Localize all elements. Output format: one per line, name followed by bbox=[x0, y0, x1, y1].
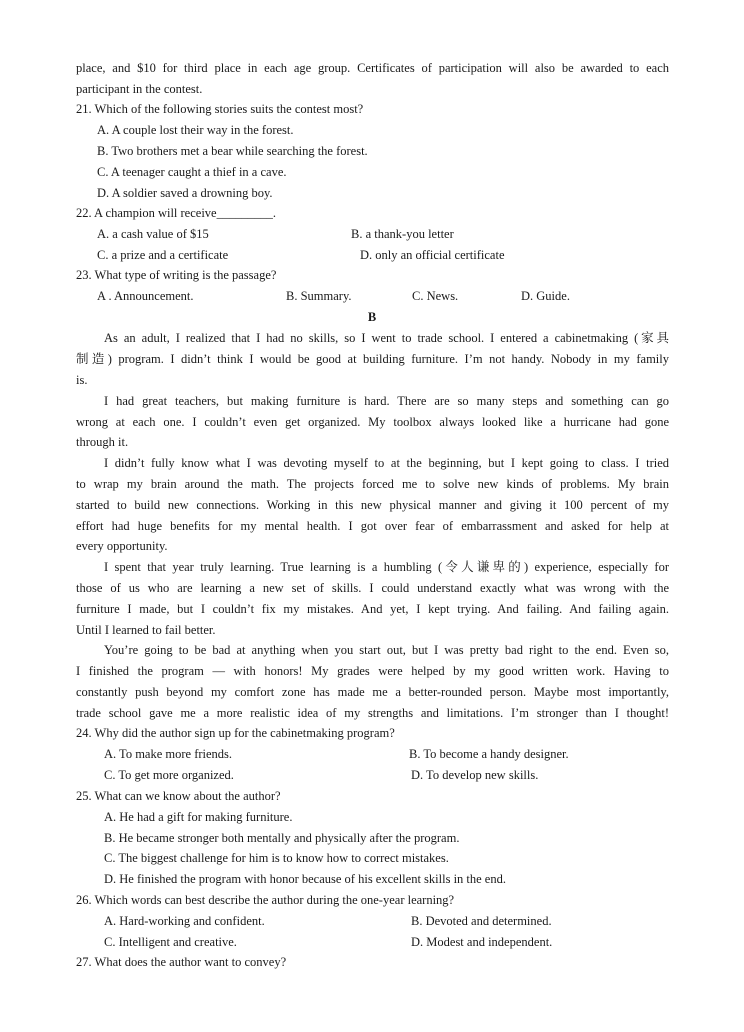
q26-option-a[interactable]: A. Hard-working and confident. bbox=[104, 914, 265, 928]
q26-option-c[interactable]: C. Intelligent and creative. bbox=[104, 935, 237, 949]
q24-option-a[interactable]: A. To make more friends. bbox=[104, 747, 233, 761]
q25-option-c[interactable]: C. The biggest challenge for him is to know how to correct mistakes. bbox=[104, 851, 449, 865]
q23-option-c[interactable]: C. News. bbox=[412, 289, 459, 303]
q23-stem: 23. What type of writing is the passage? bbox=[76, 268, 277, 282]
q25-option-b[interactable]: B. He became stronger both mentally and physically after the program. bbox=[104, 831, 460, 845]
passage-p4-line-1: I spent that year truly learning. True learning is a humbling (令人谦卑的) experience, especially for bbox=[104, 560, 669, 574]
passage-p5-line-4: trade school gave me a more realistic idea of my strengths and limitations. I’m stronger than I thought! bbox=[76, 706, 669, 720]
q22-option-a[interactable]: A. a cash value of $15 bbox=[97, 227, 209, 241]
passage-p3-line-3: started to build new connections. Working in this new physical manner and giving it 100 percent of my bbox=[76, 498, 669, 512]
q21-option-d[interactable]: D. A soldier saved a drowning boy. bbox=[97, 186, 273, 200]
q25-option-a[interactable]: A. He had a gift for making furniture. bbox=[104, 810, 293, 824]
q21-option-b[interactable]: B. Two brothers met a bear while searching the forest. bbox=[97, 144, 368, 158]
q26-stem: 26. Which words can best describe the author during the one-year learning? bbox=[76, 893, 455, 907]
passage-p3-line-1: I didn’t fully know what I was devoting myself to at the beginning, but I kept going to class. I tried bbox=[104, 456, 669, 470]
q24-option-b[interactable]: B. To become a handy designer. bbox=[409, 747, 569, 761]
q24-stem: 24. Why did the author sign up for the cabinetmaking program? bbox=[76, 726, 395, 740]
q25-stem: 25. What can we know about the author? bbox=[76, 789, 281, 803]
q22-stem: 22. A champion will receive_________. bbox=[76, 206, 276, 220]
passage-p3-line-4: effort had huge benefits for my mental health. I got over fear of embarrassment and asked for help at bbox=[76, 519, 669, 533]
passage-p2-line-1: I had great teachers, but making furniture is hard. There are so many steps and something can go bbox=[104, 394, 669, 408]
passage-p5-line-2: I finished the program — with honors! My grades were helped by my good written work. Having to bbox=[76, 664, 669, 678]
passage-p4-line-3: furniture I made, but I couldn’t fix my mistakes. And yet, I kept trying. And failing. And failing again. bbox=[76, 602, 669, 616]
q23-option-d[interactable]: D. Guide. bbox=[521, 289, 570, 303]
passage-p2-line-2: wrong at each one. I couldn’t even get organized. My toolbox always looked like a hurricane had gone bbox=[76, 415, 669, 429]
q24-option-d[interactable]: D. To develop new skills. bbox=[411, 768, 539, 782]
intro-line-2: participant in the contest. bbox=[76, 82, 203, 96]
passage-p5-line-1: You’re going to be bad at anything when you start out, but I was pretty bad right to the end. Even so, bbox=[104, 643, 669, 657]
q22-option-d[interactable]: D. only an official certificate bbox=[360, 248, 505, 262]
passage-p4-line-2: those of us who are learning a new set of skills. I could understand exactly what was wrong with the bbox=[76, 581, 669, 595]
intro-line-1: place, and $10 for third place in each age group. Certificates of participation will also be awarded to each bbox=[76, 61, 669, 75]
passage-p4-line-4: Until I learned to fail better. bbox=[76, 623, 216, 637]
q26-option-d[interactable]: D. Modest and independent. bbox=[411, 935, 553, 949]
passage-p1-line-1: As an adult, I realized that I had no skills, so I went to trade school. I entered a cabinetmaking (家具 bbox=[104, 331, 669, 345]
q22-option-c[interactable]: C. a prize and a certificate bbox=[97, 248, 229, 262]
passage-p1-line-3: is. bbox=[76, 373, 88, 387]
passage-p1-line-2: 制造) program. I didn’t think I would be good at building furniture. I’m not handy. Nobody in my family bbox=[76, 352, 669, 366]
q26-option-b[interactable]: B. Devoted and determined. bbox=[411, 914, 552, 928]
q21-option-c[interactable]: C. A teenager caught a thief in a cave. bbox=[97, 165, 287, 179]
q27-stem: 27. What does the author want to convey? bbox=[76, 955, 287, 969]
section-heading-b: B bbox=[367, 310, 377, 324]
q21-stem: 21. Which of the following stories suits the contest most? bbox=[76, 102, 364, 116]
passage-p3-line-5: every opportunity. bbox=[76, 539, 168, 553]
passage-p5-line-3: constantly push beyond my comfort zone has made me a better-rounded person. Maybe most importantly, bbox=[76, 685, 669, 699]
q22-option-b[interactable]: B. a thank-you letter bbox=[351, 227, 454, 241]
passage-p2-line-3: through it. bbox=[76, 435, 129, 449]
q23-option-a[interactable]: A . Announcement. bbox=[97, 289, 194, 303]
q21-option-a[interactable]: A. A couple lost their way in the forest. bbox=[97, 123, 294, 137]
q25-option-d[interactable]: D. He finished the program with honor because of his excellent skills in the end. bbox=[104, 872, 506, 886]
q24-option-c[interactable]: C. To get more organized. bbox=[104, 768, 234, 782]
q23-option-b[interactable]: B. Summary. bbox=[286, 289, 352, 303]
passage-p3-line-2: to wrap my brain around the math. The projects forced me to solve new kinds of problems. My brain bbox=[76, 477, 669, 491]
